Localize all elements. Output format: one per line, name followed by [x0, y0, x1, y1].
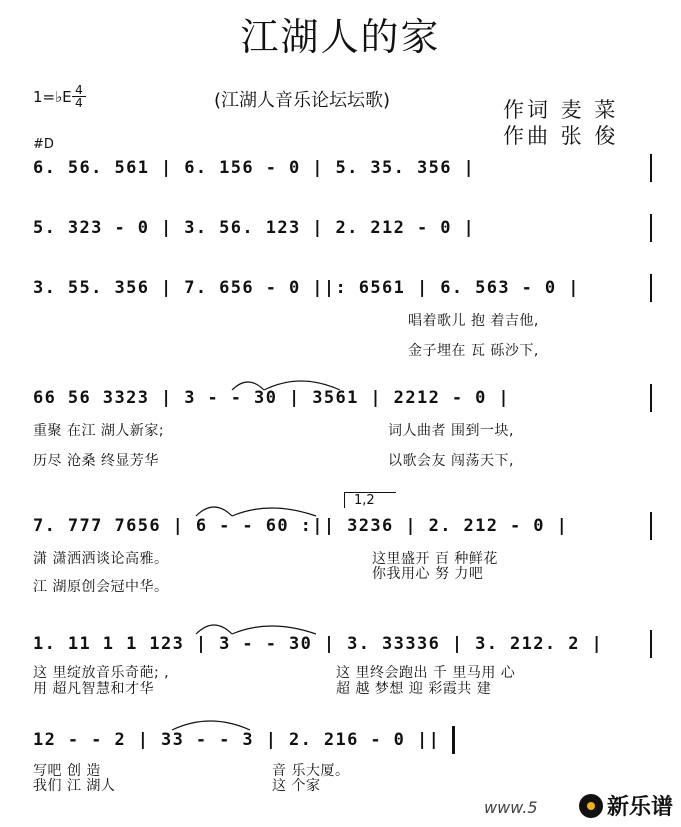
lyricist-credit: 作词 麦 菜 — [503, 98, 619, 122]
lyric-line: 潇 潇洒洒谈论高雅。 — [33, 551, 169, 567]
lyric-line: 这 里终会跑出 千 里马用 心 — [336, 665, 516, 681]
music-disc-icon — [579, 794, 603, 818]
lyric-line: 这里盛开 百 种鲜花 — [372, 551, 498, 567]
lyric-line: 写吧 创 造 — [33, 763, 101, 779]
lyric-line: 唱着歌儿 抱 着吉他, — [408, 313, 539, 329]
key-signature: 1=♭E — [33, 88, 72, 106]
slur — [232, 508, 316, 516]
lyric-line: 用 超凡智慧和才华 — [33, 681, 154, 697]
notation-row-5: 7. 777 7656 | 6 - - 60 :|| 3236 | 2. 212 - 0 | — [33, 516, 569, 536]
notation-row-3: 3. 55. 356 | 7. 656 - 0 ||: 6561 | 6. 563 - 0 | — [33, 278, 580, 298]
slur — [172, 721, 250, 730]
time-signature-top: 4 — [72, 84, 86, 97]
composer-credit: 作曲 张 俊 — [503, 124, 619, 148]
lyric-line: 江 湖原创会冠中华。 — [33, 579, 169, 595]
song-subtitle: (江湖人音乐论坛坛歌) — [214, 90, 391, 111]
watermark-url: www.5 — [484, 798, 538, 817]
slur — [196, 507, 232, 516]
notation-row-7: 12 - - 2 | 33 - - 3 | 2. 216 - 0 || — [33, 730, 441, 750]
lyric-line: 以歌会友 闯荡天下, — [388, 453, 514, 469]
lyric-line: 重聚 在江 湖人新家; — [33, 423, 165, 439]
notation-row-2: 5. 323 - 0 | 3. 56. 123 | 2. 212 - 0 | — [33, 218, 476, 238]
lyric-line: 这 个家 — [272, 778, 321, 794]
song-title: 江湖人的家 — [240, 15, 441, 59]
lyric-line: 历尽 沧桑 终显芳华 — [33, 453, 159, 469]
volta-label: 1,2 — [354, 493, 375, 508]
lyric-line: 你我用心 努 力吧 — [372, 566, 484, 582]
lyric-line: 词人曲者 围到一块, — [388, 423, 514, 439]
lyric-line: 音 乐大厦。 — [272, 763, 350, 779]
site-logo — [579, 790, 673, 821]
lyric-line: 这 里绽放音乐奇葩; , — [33, 665, 170, 681]
lyric-line: 我们 江 湖人 — [33, 778, 116, 794]
notation-row-6: 1. 11 1 1 123 | 3 - - 30 | 3. 33336 | 3. 212. 2 | — [33, 634, 604, 654]
time-signature-bottom: 4 — [75, 96, 83, 110]
lyric-line: 超 越 梦想 迎 彩霞共 建 — [336, 681, 492, 697]
slur — [264, 381, 340, 390]
slur — [232, 626, 316, 634]
lyric-line: 金子埋在 瓦 砾沙下, — [408, 343, 539, 359]
slur — [232, 382, 264, 390]
capo-marking: #D — [33, 137, 54, 152]
notation-row-1: 6. 56. 561 | 6. 156 - 0 | 5. 35. 356 | — [33, 158, 476, 178]
notation-row-4: 66 56 3323 | 3 - - 30 | 3561 | 2212 - 0 | — [33, 388, 511, 408]
site-logo-text: 新乐谱 — [606, 795, 673, 820]
slur — [196, 625, 232, 634]
